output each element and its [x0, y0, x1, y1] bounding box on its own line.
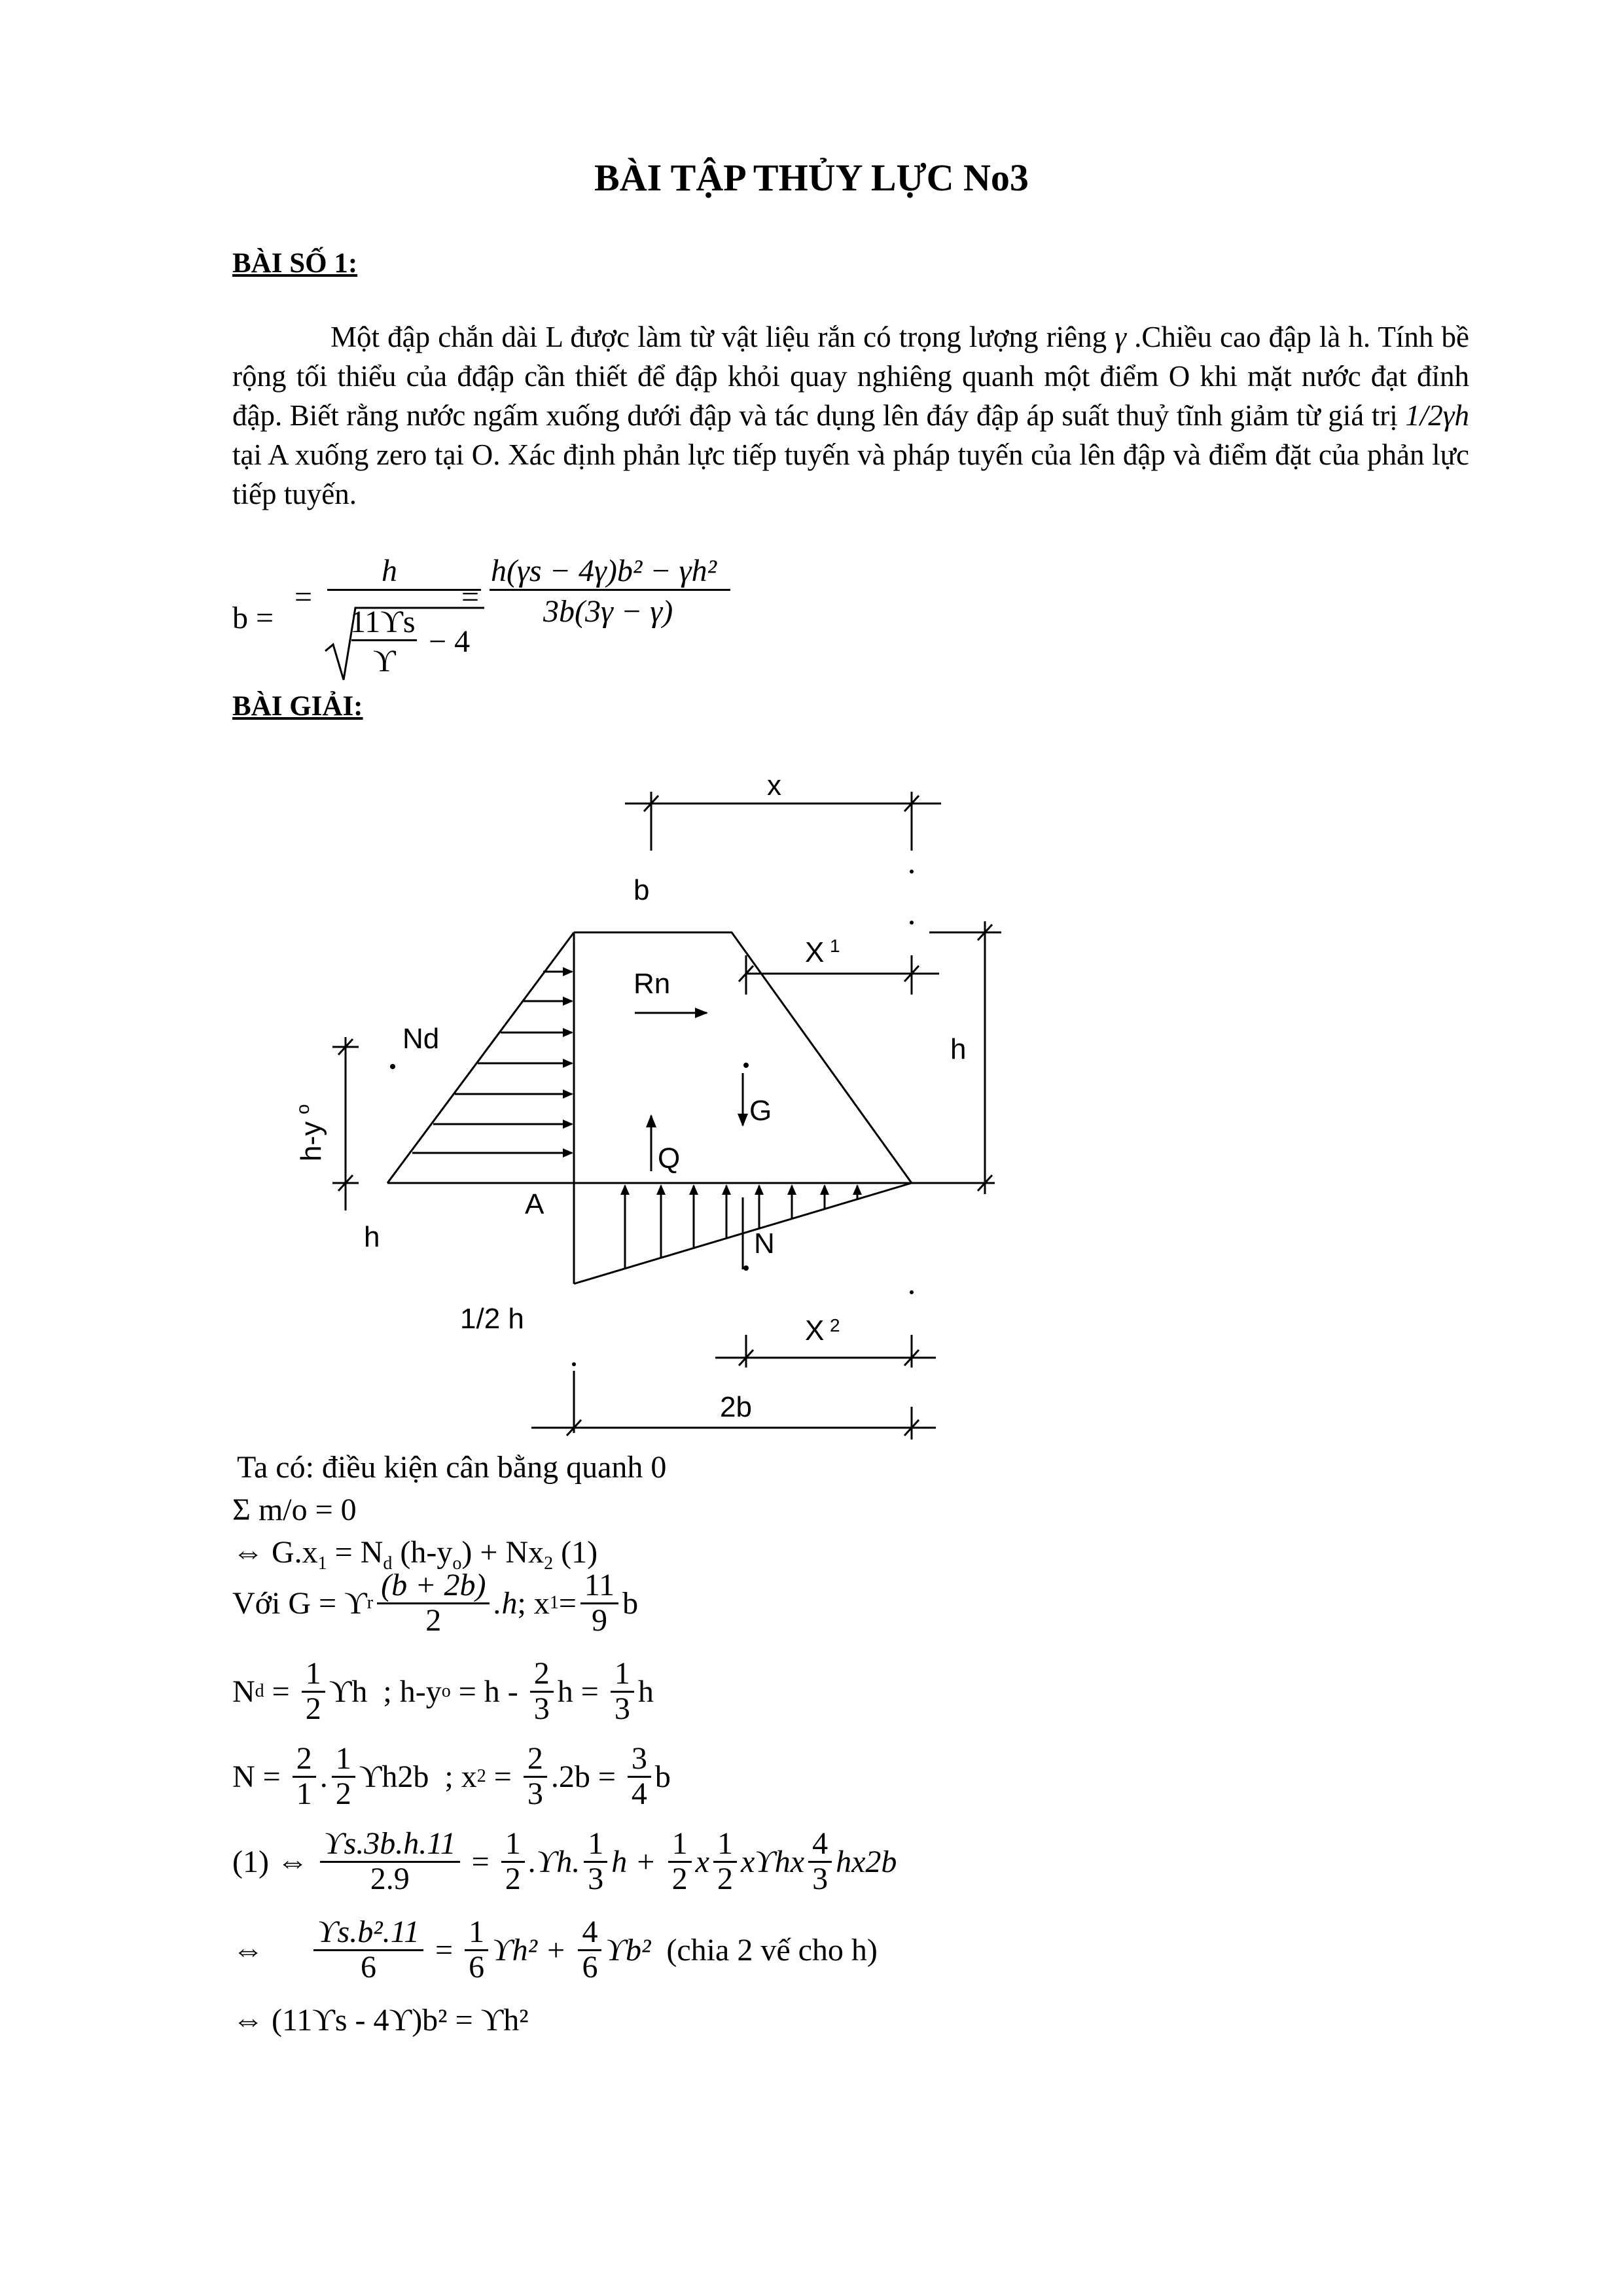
formula-b-num2: h(γs − 4γ)b² − γh² — [491, 554, 717, 588]
label-nd: Nd — [402, 1023, 440, 1055]
solution-heading: BÀI GIẢI: — [232, 691, 363, 722]
label-n: N — [754, 1227, 775, 1260]
formula-b-eq2: = — [461, 580, 480, 614]
formula-b-lhs: b = — [232, 601, 274, 635]
problem-heading: BÀI SỐ 1: — [232, 248, 358, 279]
label-x1: X — [805, 936, 825, 968]
formula-b-num1: h — [382, 554, 397, 588]
solution-line-7: (1) ⇔ $\frac{ϒs.3b.h.11}{2.9}$ = $\frac{1}{2}$ .ϒh. $\frac{1}{3}$ h + $\frac{1}{2}$ x $\frac{1}{2}$ xϒhx $\frac{4}{3}$ hx2b — [232, 1826, 897, 1896]
label-x2: X — [805, 1315, 825, 1347]
solution-line-6: N = $\frac{2}{1}$ . $\frac{1}{2}$ ϒh2b ; x 2 = $\frac{2}{3}$ .2b = $\frac{3}{4}$ b — [232, 1741, 671, 1811]
formula-b-eq1: = — [294, 580, 313, 614]
root-numerator: 11ϒs — [350, 605, 416, 639]
label-x: x — [767, 769, 781, 802]
label-g: G — [749, 1095, 772, 1127]
label-h-right: h — [950, 1033, 967, 1065]
root-denominator: ϒ — [373, 644, 396, 679]
label-q: Q — [658, 1142, 681, 1174]
solution-line-3: ⇔ $G.x_1 = N_d$ $(h-y_o) + Nx_2$ (1) — [232, 1535, 598, 1574]
problem-text-part-1: Một đập chắn dài L được làm từ vật liệu rắn có trọng lượng riêng — [330, 321, 1115, 353]
label-rn: Rn — [633, 968, 671, 1000]
uplift-arrows — [625, 1186, 857, 1268]
root-tail: − 4 — [429, 624, 471, 659]
label-b: b — [633, 874, 650, 906]
label-h-yo-sub: o — [293, 1104, 313, 1114]
pressure-diagram-left — [387, 932, 574, 1183]
solution-line-2: Σ m/o = 0 — [232, 1492, 357, 1527]
label-2b: 2b — [720, 1391, 752, 1423]
solution-line-1: Ta có: điều kiện cân bằng quanh 0 — [237, 1450, 667, 1485]
solution-line-9: ⇔ (11ϒs - 4ϒ)b² = ϒh² — [232, 2003, 529, 2038]
label-a: A — [525, 1188, 544, 1220]
label-h-yo: h-y — [295, 1121, 327, 1161]
inline-pressure-value: 1/2γh — [1405, 399, 1469, 432]
problem-text-part-2: .Chiều cao đập là h. Tính bề rộng tối thiểu của đđập cần thiết để đập khỏi quay nghiêng quanh một điểm O khi mặt nước đạt đỉnh đập. Biết rằng nước ngấm xuống dưới đập và tác dụng lên đáy đập áp suất thuỷ tĩnh giảm từ giá trị — [232, 321, 1470, 432]
page-title: BÀI TẬP THỦY LỰC No3 — [594, 156, 1029, 199]
solution-line-8: ⇔ $\frac{\text{ϒs.b².11}}{6}$ = $\frac{1}{6}$ ϒh² + $\frac{4}{6}$ ϒb² (chia 2 vế cho h) — [232, 1915, 878, 1985]
label-x1-sub: 1 — [830, 936, 840, 956]
formula-b-den2: 3b(3γ − γ) — [543, 594, 673, 629]
pressure-arrows — [412, 972, 572, 1153]
solution-line-5: N d = $\frac{1}{2}$ ϒh ; h-y o = h - $\frac{2}{3}$ h = $\frac{1}{3}$ h — [232, 1656, 654, 1726]
label-x2-sub: 2 — [830, 1315, 840, 1335]
gamma-symbol: γ — [1115, 321, 1127, 353]
solution-line-4: Với G = ϒ r $\frac{(b + 2b)}{2}$ .h ; x 1 = $\frac{11}{9}$ b — [232, 1568, 639, 1638]
problem-text-part-3: tại A xuống zero tại O. Xác định phản lực tiếp tuyến và pháp tuyến của lên đập và điểm đặt của phản lực tiếp tuyến. — [232, 438, 1469, 510]
dam-outline — [574, 932, 912, 1183]
label-half-h: 1/2 h — [460, 1303, 524, 1335]
label-h-left: h — [364, 1221, 380, 1253]
